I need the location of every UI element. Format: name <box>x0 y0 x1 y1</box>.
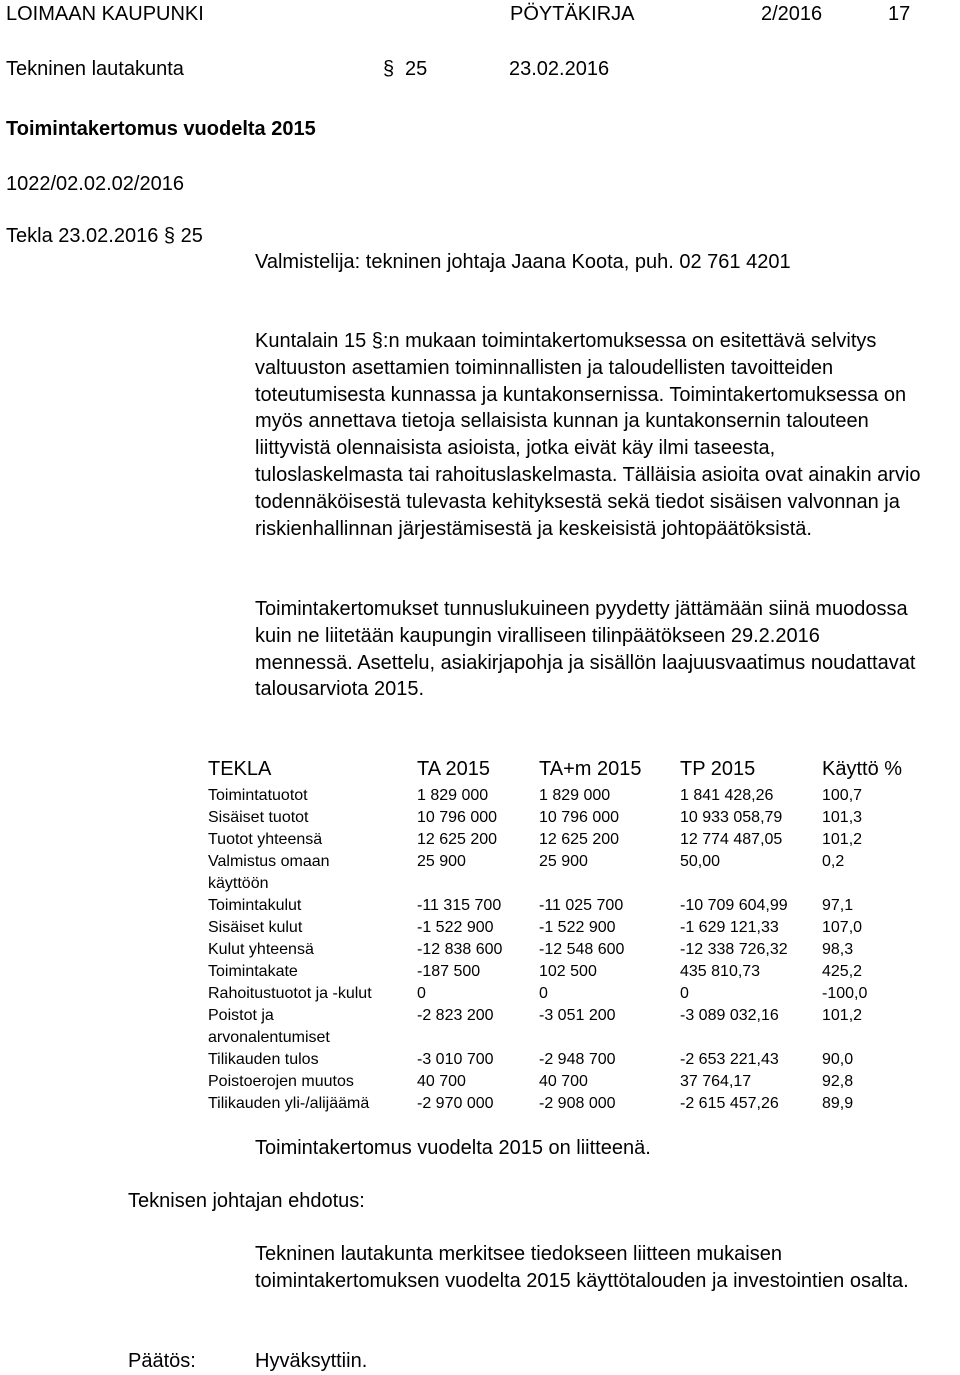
table-cell: -2 908 000 <box>539 1095 616 1112</box>
reference-number: 1022/02.02.02/2016 <box>6 173 184 195</box>
page-title: Toimintakertomus vuodelta 2015 <box>6 118 316 140</box>
table-cell: 107,0 <box>822 919 863 936</box>
table-cell: 12 625 200 <box>417 831 498 848</box>
table-cell: Rahoitustuotot ja -kulut <box>208 985 372 1002</box>
table-cell: -187 500 <box>417 963 481 980</box>
table-cell: 102 500 <box>539 963 597 980</box>
table-cell: -2 948 700 <box>539 1051 616 1068</box>
table-cell: 40 700 <box>417 1073 466 1090</box>
table-cell: 40 700 <box>539 1073 588 1090</box>
meeting-date: 23.02.2016 <box>509 58 610 80</box>
table-cell: Poistot ja arvonalentumiset <box>208 1007 330 1046</box>
table-cell: Sisäiset kulut <box>208 919 303 936</box>
table-header-cell: Käyttö % <box>822 758 903 780</box>
table-cell: 12 625 200 <box>539 831 620 848</box>
table-cell: Tilikauden tulos <box>208 1051 319 1068</box>
table-cell: Valmistus omaan käyttöön <box>208 853 330 892</box>
table-cell: 435 810,73 <box>680 963 761 980</box>
table-cell: Toimintakulut <box>208 897 302 914</box>
table-cell: -11 315 700 <box>417 897 502 914</box>
table-cell: 90,0 <box>822 1051 854 1068</box>
table-cell: -3 089 032,16 <box>680 1007 779 1024</box>
table-cell: -12 838 600 <box>417 941 503 958</box>
table-cell: 425,2 <box>822 963 863 980</box>
body-paragraph-1: Kuntalain 15 §:n mukaan toimintakertomuksessa on esitettävä selvitys valtuuston asettamien toiminnallisten ja taloudellisten tavoitteiden toteutumisesta kunnassa ja kuntakonsernissa. Toimintakertomuksessa on myös annettava tietoja sellaisista kunnan ja kuntakonsernin talouteen liittyvistä olennaisista asioista, jotka eivät käy ilmi taseesta, tuloslaskelmasta tai rahoituslaskelmasta. Tälläisia asioita ovat ainakin arvio todennäköisestä tulevasta kehityksestä sekä tiedot sisäisen valvonnan ja riskienhallinnan järjestämisestä ja keskeisistä johtopäätöksistä. <box>255 330 921 540</box>
section-symbol: § <box>383 58 395 80</box>
page-number: 17 <box>888 3 911 25</box>
doc-number: 2/2016 <box>761 3 823 25</box>
section-number: 25 <box>405 58 428 80</box>
table-cell: -3 051 200 <box>539 1007 616 1024</box>
table-cell: 10 796 000 <box>417 809 498 826</box>
table-cell: -10 709 604,99 <box>680 897 788 914</box>
table-cell: -2 653 221,43 <box>680 1051 779 1068</box>
table-cell: 89,9 <box>822 1095 854 1112</box>
doc-type: PÖYTÄKIRJA <box>510 3 635 25</box>
table-cell: 25 900 <box>417 853 466 870</box>
attachment-note: Toimintakertomus vuodelta 2015 on liitteenä. <box>255 1137 651 1159</box>
meeting-reference: Tekla 23.02.2016 § 25 <box>6 225 203 247</box>
table-header-cell: TEKLA <box>208 758 272 780</box>
table-cell: 101,3 <box>822 809 863 826</box>
decision-text: Hyväksyttiin. <box>255 1350 368 1372</box>
table-cell: 12 774 487,05 <box>680 831 783 848</box>
table-header-cell: TA+m 2015 <box>539 758 642 780</box>
preparer-line: Valmistelija: tekninen johtaja Jaana Koota, puh. 02 761 4201 <box>255 251 791 273</box>
table-cell: 1 841 428,26 <box>680 787 774 804</box>
proposal-text: Tekninen lautakunta merkitsee tiedokseen liitteen mukaisen toimintakertomuksen vuodelta 2015 käyttötalouden ja investointien osalta. <box>255 1243 909 1292</box>
table-cell: 10 933 058,79 <box>680 809 783 826</box>
table-cell: Kulut yhteensä <box>208 941 314 958</box>
table-cell: 101,2 <box>822 1007 863 1024</box>
table-cell: 50,00 <box>680 853 721 870</box>
table-cell: Toimintakate <box>208 963 298 980</box>
table-cell: -11 025 700 <box>539 897 624 914</box>
org-name: LOIMAAN KAUPUNKI <box>6 3 204 25</box>
table-cell: Toimintatuotot <box>208 787 308 804</box>
table-cell: -3 010 700 <box>417 1051 494 1068</box>
decision-label: Päätös: <box>128 1350 196 1372</box>
table-cell: Tuotot yhteensä <box>208 831 323 848</box>
board-name: Tekninen lautakunta <box>6 58 184 80</box>
table-cell: -2 823 200 <box>417 1007 494 1024</box>
table-header-cell: TA 2015 <box>417 758 491 780</box>
table-cell: -100,0 <box>822 985 868 1002</box>
table-cell: 0 <box>539 985 548 1002</box>
table-cell: 1 829 000 <box>417 787 489 804</box>
table-cell: 0 <box>680 985 689 1002</box>
table-cell: Sisäiset tuotot <box>208 809 309 826</box>
body-paragraph-2: Toimintakertomukset tunnuslukuineen pyydetty jättämään siinä muodossa kuin ne liitetään kaupungin viralliseen tilinpäätökseen 29.2.2016 mennessä. Asettelu, asiakirjapohja ja sisällön laajuusvaatimus noudattavat talousarviota 2015. <box>255 598 916 701</box>
table-cell: 92,8 <box>822 1073 854 1090</box>
table-cell: -2 615 457,26 <box>680 1095 779 1112</box>
table-cell: 10 796 000 <box>539 809 620 826</box>
table-cell: 97,1 <box>822 897 854 914</box>
table-cell: -12 548 600 <box>539 941 625 958</box>
table-cell: 100,7 <box>822 787 863 804</box>
table-cell: 101,2 <box>822 831 863 848</box>
table-cell: Tilikauden yli-/alijäämä <box>208 1095 370 1112</box>
table-cell: -1 629 121,33 <box>680 919 779 936</box>
table-cell: 0 <box>417 985 426 1002</box>
table-cell: 98,3 <box>822 941 854 958</box>
table-cell: 0,2 <box>822 853 845 870</box>
table-cell: Poistoerojen muutos <box>208 1073 354 1090</box>
table-cell: 25 900 <box>539 853 588 870</box>
table-cell: -1 522 900 <box>417 919 494 936</box>
table-cell: -2 970 000 <box>417 1095 494 1112</box>
table-cell: 37 764,17 <box>680 1073 752 1090</box>
table-header-cell: TP 2015 <box>680 758 756 780</box>
proposal-label: Teknisen johtajan ehdotus: <box>128 1190 365 1212</box>
table-cell: 1 829 000 <box>539 787 611 804</box>
table-cell: -12 338 726,32 <box>680 941 788 958</box>
table-cell: -1 522 900 <box>539 919 616 936</box>
